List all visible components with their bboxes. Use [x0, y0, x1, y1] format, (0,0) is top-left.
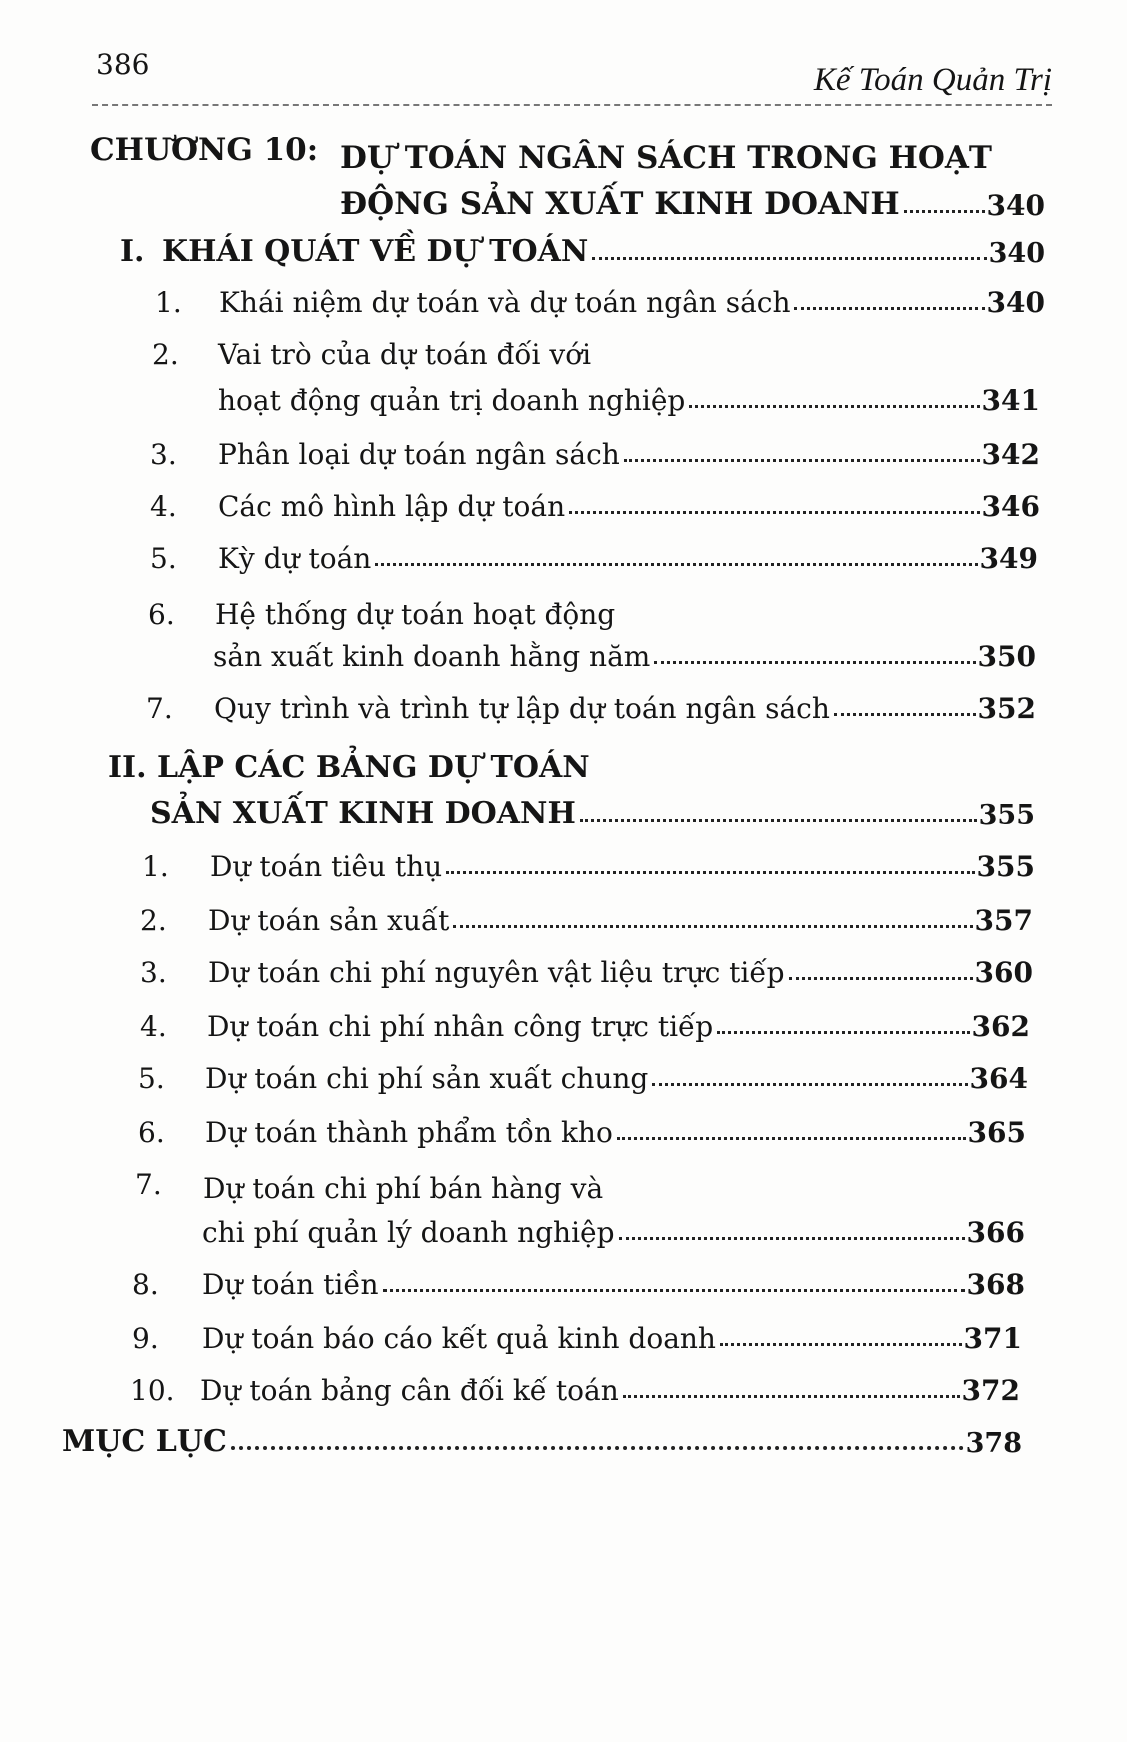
item-title: Dự toán báo cáo kết quả kinh doanh — [202, 1322, 716, 1355]
item-number: 6. — [138, 1116, 165, 1149]
chapter-label: CHƯƠNG 10: — [90, 132, 319, 168]
dot-leader — [689, 405, 979, 408]
item-title-line2: sản xuất kinh doanh hằng năm — [213, 640, 651, 673]
page-ref: 365 — [967, 1116, 1026, 1149]
item-number: 3. — [140, 956, 167, 989]
page-ref: 378 — [965, 1428, 1022, 1459]
item-title: Kỳ dự toán — [218, 542, 372, 575]
dot-leader — [720, 1343, 962, 1346]
toc-item-number: 2. — [152, 338, 179, 371]
toc-item[interactable] — [213, 640, 1036, 673]
item-number: 3. — [150, 438, 177, 471]
toc-entry-contents[interactable] — [62, 1424, 1022, 1459]
item-title: Dự toán bảng cân đối kế toán — [200, 1374, 619, 1407]
toc-item[interactable] — [146, 692, 1036, 725]
toc-item[interactable] — [140, 1010, 1030, 1043]
page-ref: 368 — [966, 1268, 1025, 1301]
toc-item-number: 7. — [135, 1168, 162, 1201]
toc-item[interactable] — [150, 490, 1040, 523]
header-rule — [92, 104, 1052, 106]
page-header — [92, 40, 1052, 110]
item-title: Dự toán chi phí nhân công trực tiếp — [207, 1010, 714, 1043]
toc-item[interactable] — [132, 1322, 1022, 1355]
item-number: 9. — [132, 1322, 159, 1355]
page-ref: 350 — [977, 640, 1036, 673]
running-title: Kế Toán Quản Trị — [813, 62, 1052, 98]
item-number: 5. — [150, 542, 177, 575]
page-number: 386 — [96, 48, 150, 81]
page-ref: 355 — [978, 800, 1035, 831]
page-ref: 342 — [981, 438, 1040, 471]
dot-leader — [592, 257, 986, 260]
dot-leader — [453, 925, 972, 928]
section-title: KHÁI QUÁT VỀ DỰ TOÁN — [162, 234, 589, 269]
item-number: 7. — [146, 692, 173, 725]
page-ref: 357 — [974, 904, 1033, 937]
item-title: Quy trình và trình tự lập dự toán ngân sách — [214, 692, 830, 725]
page-ref: 360 — [974, 956, 1033, 989]
dot-leader — [623, 1395, 960, 1398]
toc-item-title-line1: Vai trò của dự toán đối với — [218, 338, 592, 371]
item-title: Dự toán sản xuất — [208, 904, 450, 937]
toc-item[interactable] — [132, 1268, 1025, 1301]
page-ref: 366 — [966, 1216, 1025, 1249]
page-ref: 364 — [969, 1062, 1028, 1095]
item-number: 2. — [140, 904, 167, 937]
dot-leader — [834, 713, 976, 716]
item-title-line2: chi phí quản lý doanh nghiệp — [202, 1216, 615, 1249]
item-number: 1. — [155, 286, 182, 319]
dot-leader — [789, 977, 973, 980]
item-number: 1. — [142, 850, 169, 883]
toc-item[interactable] — [155, 286, 1045, 319]
toc-item[interactable] — [140, 904, 1033, 937]
toc-entry-chapter[interactable] — [340, 186, 1045, 222]
toc-item-number: 6. — [148, 598, 175, 631]
item-title: Phân loại dự toán ngân sách — [218, 438, 620, 471]
chapter-title-line2: ĐỘNG SẢN XUẤT KINH DOANH — [340, 186, 900, 222]
toc-item-title-line1: Dự toán chi phí bán hàng và — [203, 1172, 604, 1205]
dot-leader — [624, 459, 980, 462]
toc-item[interactable] — [138, 1116, 1026, 1149]
contents-title: MỤC LỤC — [62, 1424, 227, 1459]
page-ref: 346 — [981, 490, 1040, 523]
dot-leader — [375, 563, 977, 566]
item-number: 10. — [130, 1374, 175, 1407]
dot-leader — [794, 307, 984, 310]
toc-item[interactable] — [150, 438, 1040, 471]
item-number: 8. — [132, 1268, 159, 1301]
item-title: Khái niệm dự toán và dự toán ngân sách — [219, 286, 791, 319]
dot-leader — [231, 1446, 964, 1450]
page-ref: 349 — [979, 542, 1038, 575]
toc-item[interactable] — [142, 850, 1035, 883]
item-title: Dự toán thành phẩm tồn kho — [205, 1116, 613, 1149]
section-number: II. — [108, 750, 147, 785]
toc-entry-section-2[interactable] — [150, 796, 1035, 831]
toc-item[interactable] — [202, 1216, 1025, 1249]
chapter-title-line1: DỰ TOÁN NGÂN SÁCH TRONG HOẠT — [340, 140, 992, 176]
dot-leader — [654, 661, 975, 664]
dot-leader — [580, 819, 977, 822]
section-2-heading — [108, 750, 590, 785]
dot-leader — [617, 1137, 966, 1140]
toc-item[interactable] — [130, 1374, 1020, 1407]
page-ref: 340 — [986, 189, 1045, 222]
section-title-line2: SẢN XUẤT KINH DOANH — [150, 796, 576, 831]
dot-leader — [619, 1237, 965, 1240]
page-ref: 372 — [961, 1374, 1020, 1407]
dot-leader — [904, 210, 985, 213]
dot-leader — [383, 1289, 965, 1292]
section-title-line1: LẬP CÁC BẢNG DỰ TOÁN — [156, 750, 590, 785]
toc-item[interactable] — [140, 956, 1033, 989]
dot-leader — [446, 871, 974, 874]
page-ref: 362 — [971, 1010, 1030, 1043]
item-title: Dự toán tiêu thụ — [210, 850, 443, 883]
page-ref: 371 — [963, 1322, 1022, 1355]
item-number: 4. — [140, 1010, 167, 1043]
toc-item[interactable] — [150, 542, 1038, 575]
toc-entry-section-1[interactable] — [120, 234, 1045, 269]
dot-leader — [652, 1083, 967, 1086]
item-title: Các mô hình lập dự toán — [218, 490, 566, 523]
toc-item[interactable] — [218, 384, 1040, 417]
dot-leader — [569, 511, 979, 514]
page-ref: 340 — [986, 286, 1045, 319]
page-ref: 340 — [988, 238, 1045, 269]
toc-item[interactable] — [138, 1062, 1028, 1095]
item-title: Dự toán chi phí nguyên vật liệu trực tiếp — [208, 956, 785, 989]
item-number: 4. — [150, 490, 177, 523]
page-ref: 352 — [977, 692, 1036, 725]
item-number: 5. — [138, 1062, 165, 1095]
item-title: Dự toán chi phí sản xuất chung — [205, 1062, 649, 1095]
page-ref: 341 — [981, 384, 1040, 417]
page-ref: 355 — [976, 850, 1035, 883]
item-title-line2: hoạt động quản trị doanh nghiệp — [218, 384, 686, 417]
item-title: Dự toán tiền — [202, 1268, 379, 1301]
dot-leader — [717, 1031, 969, 1034]
toc-item-title-line1: Hệ thống dự toán hoạt động — [215, 598, 616, 631]
section-number: I. — [120, 234, 145, 269]
